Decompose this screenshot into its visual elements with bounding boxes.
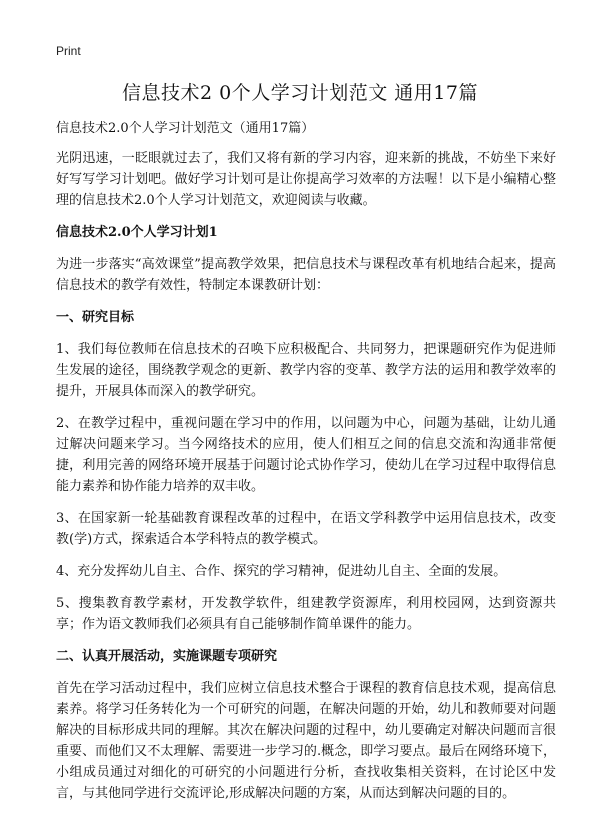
section-heading-objectives: 一、研究目标 [56,310,135,325]
document-body [56,118,556,815]
intro-paragraph: 光阴迅速，一眨眼就过去了，我们又将有新的学习内容，迎来新的挑战，不妨坐下来好好写写学习计划吧。做好学习计划可是让你提高学习效率的方法喔！以下是小编精心整理的信息技术2.0个人学习计划范文，欢迎阅读与收藏。 [56,151,556,208]
plan-heading: 信息技术2.0个人学习计划1 [56,225,218,240]
objective-item-5: 5、搜集教育教学素材，开发教学软件，组建教学资源库，利用校园网，达到资源共享；作为语文教师我们必须具有自己能够制作简单课件的能力。 [56,596,556,632]
section-heading-activities: 二、认真开展活动，实施课题专项研究 [56,649,278,664]
activities-paragraph: 首先在学习活动过程中，我们应树立信息技术整合于课程的教育信息技术观，提高信息素养。将学习任务转化为一个可研究的问题，在解决问题的开始，幼儿和教师要对问题解决的目标形成共同的理解。其次在解决问题的过程中，幼儿要确定对解决问题而言很重要、而他们又不太理解、需要进一步学习的.概念，即学习要点。最后在网络环境下，小组成员通过对细化的可研究的小问题进行分析，查找收集相关资料，在讨论区中发言，与其他同学进行交流评论,形成解决问题的方案，从而达到解决问题的目的。 [56,681,556,801]
page-title: 信息技术2 0个人学习计划范文 通用17篇 [122,82,478,104]
document-subtitle: 信息技术2.0个人学习计划范文（通用17篇） [56,121,315,136]
objective-item-1: 1、我们每位教师在信息技术的召唤下应积极配合、共同努力，把课题研究作为促进师生发展的途径，围绕教学观念的更新、教学内容的变革、教学方法的运用和教学效率的提升，开展具体而深入的教学研究。 [56,342,556,399]
objective-item-4: 4、充分发挥幼儿自主、合作、探究的学习精神，促进幼儿自主、全面的发展。 [56,564,507,579]
plan-intro-paragraph: 为进一步落实“高效课堂”提高教学效果，把信息技术与课程改革有机地结合起来，提高信息技术的教学有效性，特制定本课教研计划： [56,257,556,293]
objective-item-3: 3、在国家新一轮基础教育课程改革的过程中，在语文学科教学中运用信息技术，改变教(学)方式，探索适合本学科特点的教学模式。 [56,511,556,547]
print-link[interactable]: Print [56,44,81,58]
objective-item-2: 2、在教学过程中，重视问题在学习中的作用，以问题为中心，问题为基础，让幼儿通过解决问题来学习。当今网络技术的应用，使人们相互之间的信息交流和沟通非常便捷，利用完善的网络环境开展基于问题讨论式协作学习，使幼儿在学习过程中取得信息能力素养和协作能力培养的双丰收。 [56,416,556,494]
